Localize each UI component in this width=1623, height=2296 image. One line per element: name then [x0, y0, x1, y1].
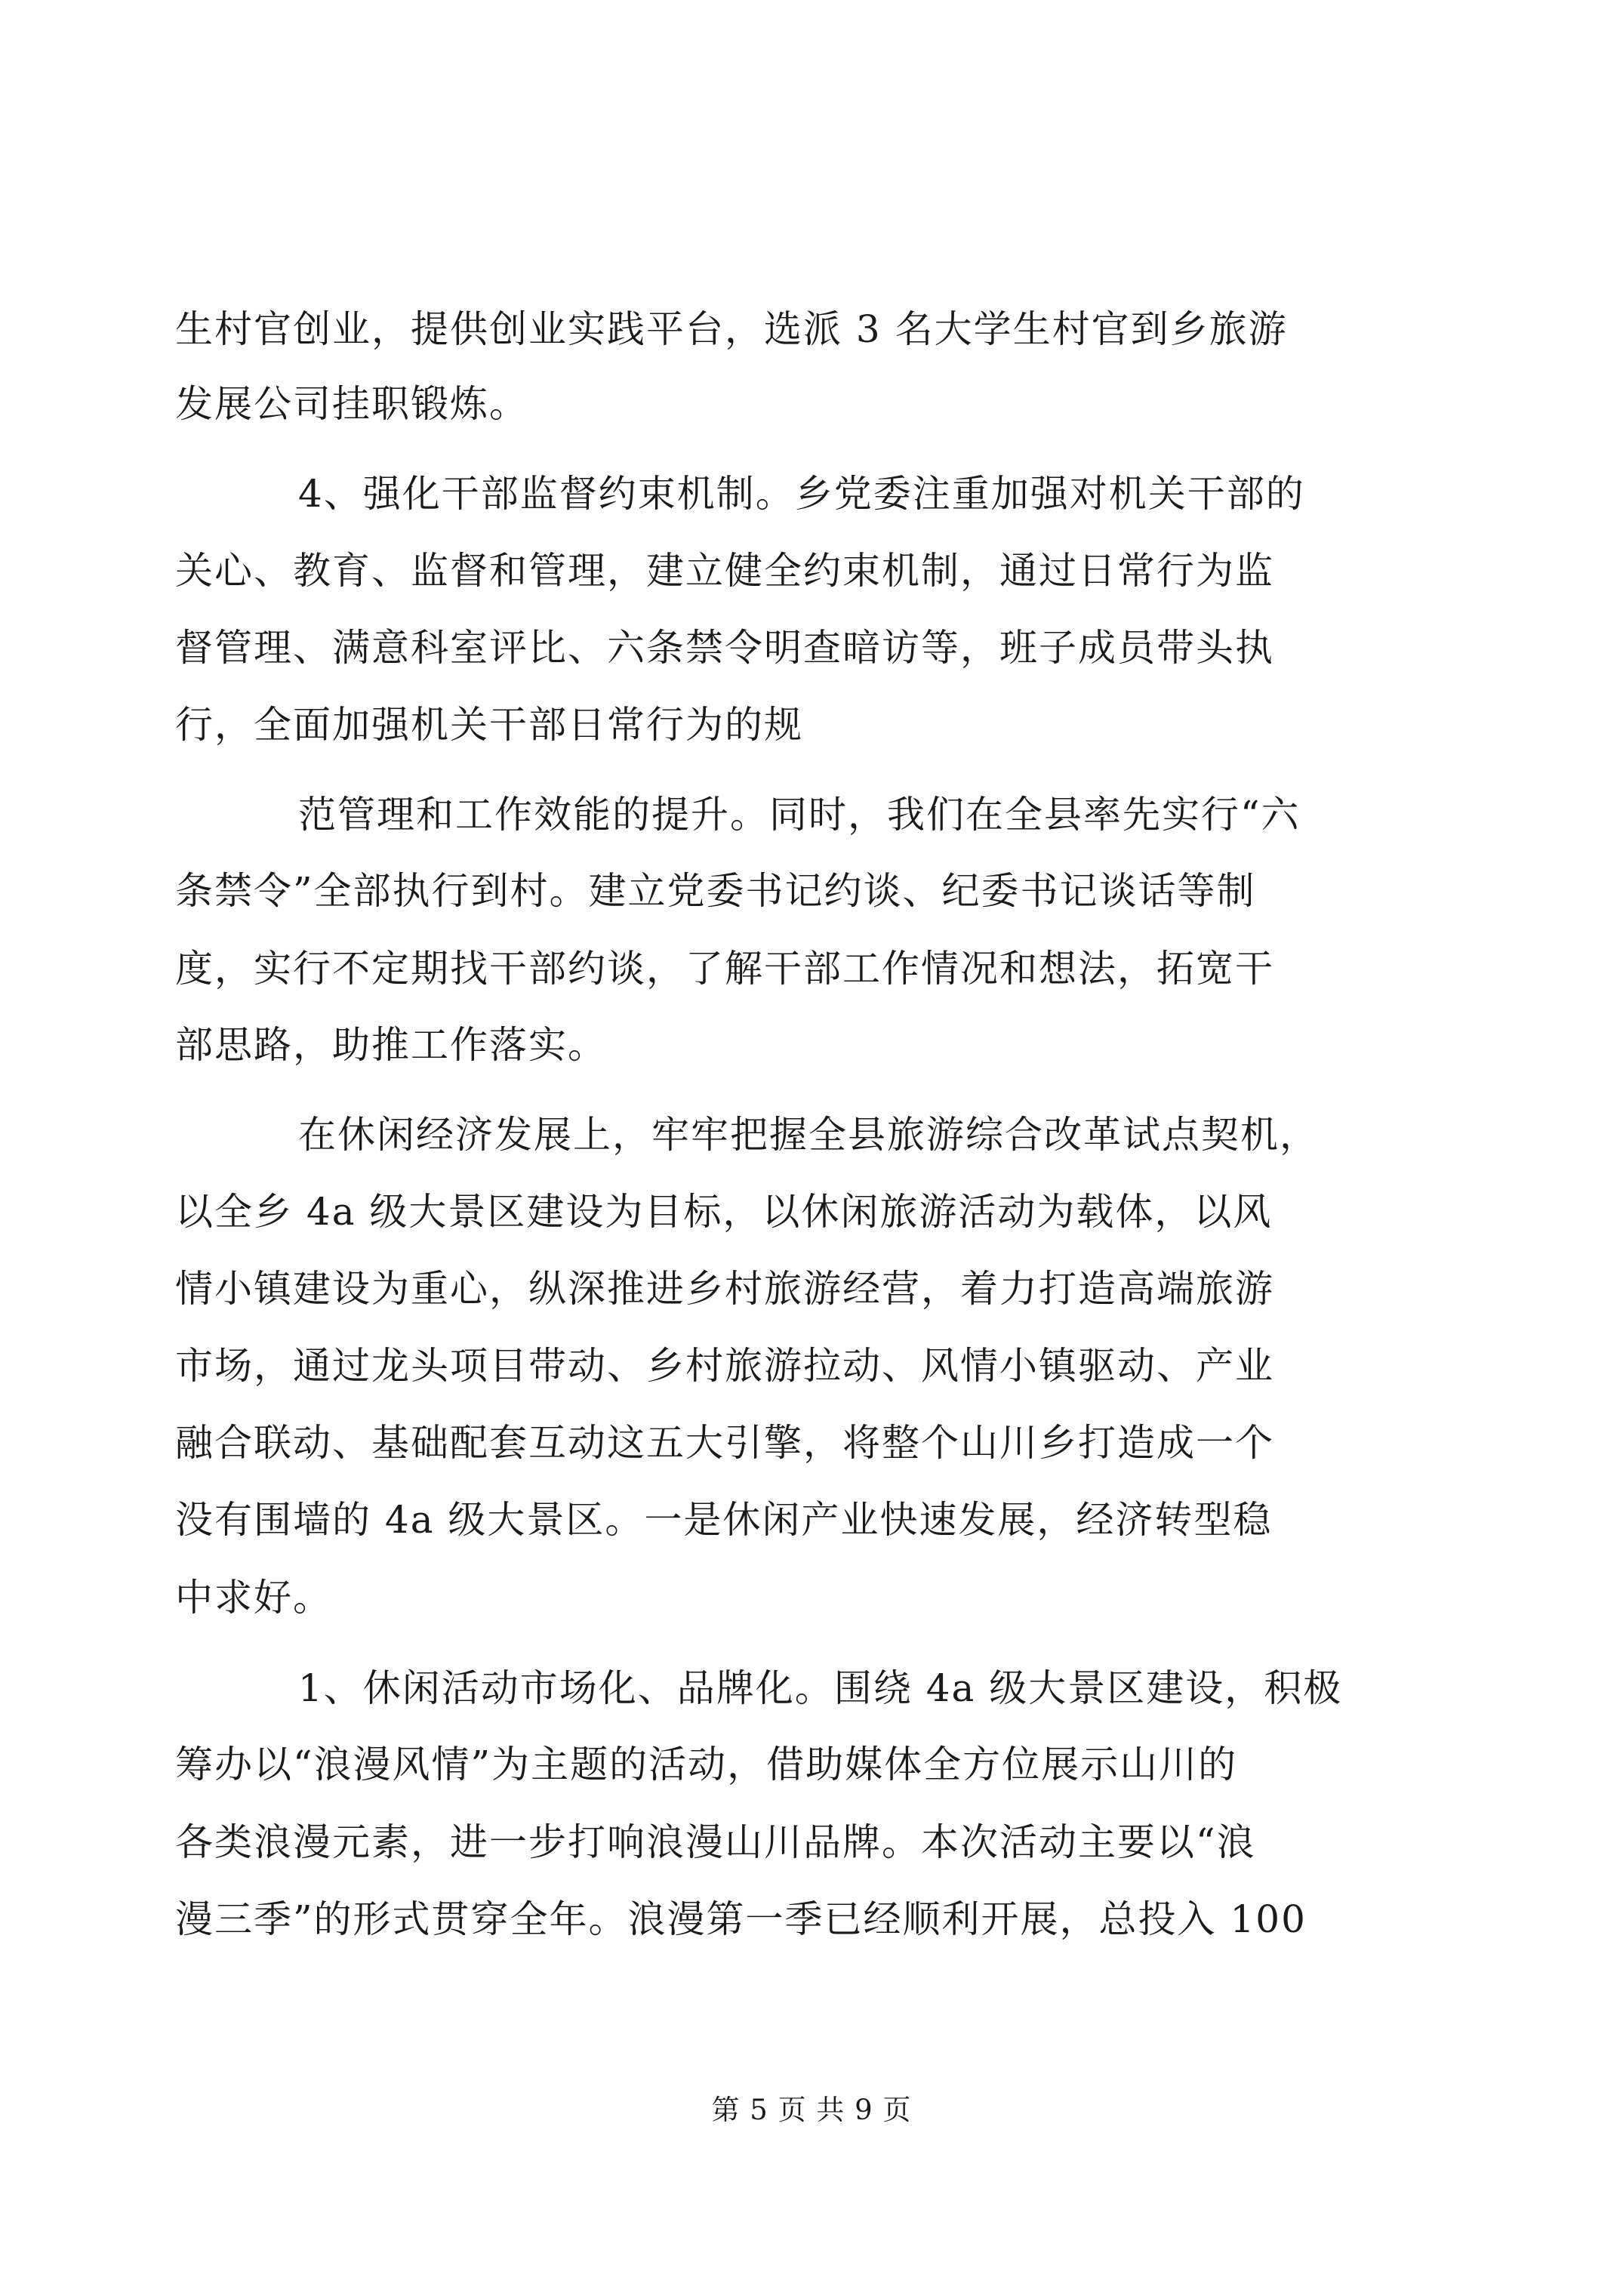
text-line: 4、强化干部监督约束机制。乡党委注重加强对机关干部的 [298, 472, 1305, 516]
text-line: 没有围墙的 4a 级大景区。一是休闲产业快速发展，经济转型稳 [175, 1498, 1273, 1542]
text-line: 中求好。 [175, 1576, 332, 1620]
text-line: 在休闲经济发展上，牢牢把握全县旅游综合改革试点契机， [298, 1113, 1319, 1157]
text-line: 以全乡 4a 级大景区建设为目标，以休闲旅游活动为载体，以风 [175, 1190, 1273, 1234]
text-line: 情小镇建设为重心，纵深推进乡村旅游经营，着力打造高端旅游 [175, 1267, 1274, 1311]
text-line: 筹办以“浪漫风情”为主题的活动，借助媒体全方位展示山川的 [175, 1743, 1238, 1786]
text-line: 生村官创业，提供创业实践平台，选派 3 名大学生村官到乡旅游 [175, 307, 1288, 351]
text-line: 督管理、满意科室评比、六条禁令明查暗访等，班子成员带头执 [175, 626, 1274, 670]
text-line: 关心、教育、监督和管理，建立健全约束机制，通过日常行为监 [175, 549, 1274, 593]
text-line: 发展公司挂职锻炼。 [175, 382, 528, 426]
text-line: 各类浪漫元素，进一步打响浪漫山川品牌。本次活动主要以“浪 [175, 1820, 1256, 1864]
text-line: 范管理和工作效能的提升。同时，我们在全县率先实行“六 [298, 793, 1301, 837]
text-line: 行，全面加强机关干部日常行为的规 [175, 703, 803, 747]
text-line: 条禁令”全部执行到村。建立党委书记约谈、纪委书记谈话等制 [175, 869, 1256, 913]
text-line: 度，实行不定期找干部约谈，了解干部工作情况和想法，拓宽干 [175, 947, 1274, 991]
text-line: 1、休闲活动市场化、品牌化。围绕 4a 级大景区建设，积极 [298, 1666, 1343, 1710]
text-line: 漫三季”的形式贯穿全年。浪漫第一季已经顺利开展，总投入 100 [175, 1897, 1307, 1941]
text-line: 市场，通过龙头项目带动、乡村旅游拉动、风情小镇驱动、产业 [175, 1344, 1274, 1388]
page-number-footer: 第 5 页 共 9 页 [711, 2094, 912, 2126]
text-line: 部思路，助推工作落实。 [175, 1023, 607, 1067]
text-line: 融合联动、基础配套互动这五大引擎，将整个山川乡打造成一个 [175, 1421, 1274, 1465]
